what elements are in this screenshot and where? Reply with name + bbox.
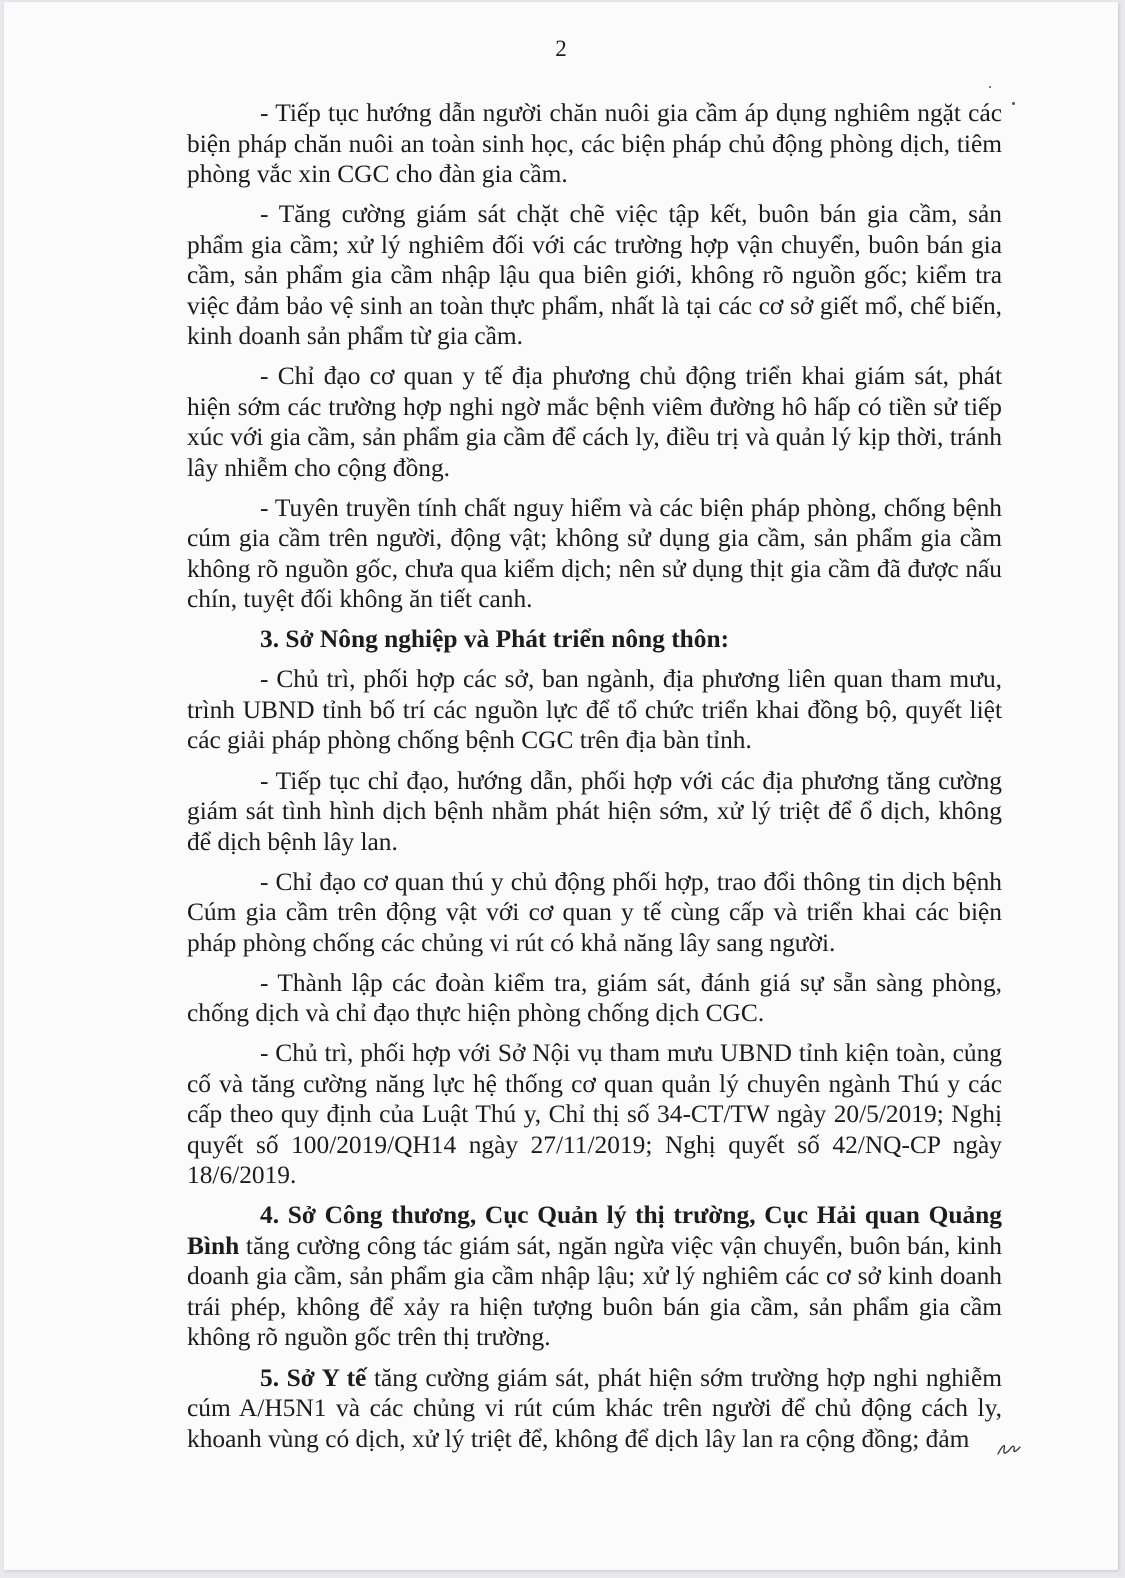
section-paragraph <box>187 1200 1002 1353</box>
paragraph: - Tiếp tục hướng dẫn người chăn nuôi gia cầm áp dụng nghiêm ngặt các biện pháp chăn nuôi an toàn sinh học, các biện pháp chủ động phòng dịch, tiêm phòng vắc xin CGC cho đàn gia cầm. <box>187 99 1002 188</box>
scan-speck <box>989 86 991 88</box>
paragraph: - Tăng cường giám sát chặt chẽ việc tập kết, buôn bán gia cầm, sản phẩm gia cầm; xử lý nghiêm đối với các trường hợp vận chuyển, buôn bán gia cầm, sản phẩm gia cầm nhập lậu qua biên giới, không rõ nguồn gốc; kiểm tra việc đảm bảo vệ sinh an toàn thực phẩm, nhất là tại các cơ sở giết mổ, chế biến, kinh doanh sản phẩm từ gia cầm. <box>187 200 1002 351</box>
scan-speck <box>1012 102 1015 105</box>
section-lead: 4. Sở Công thương, Cục Quản lý thị trường, Cục Hải quan Quảng Bình <box>187 1201 1002 1260</box>
paragraph: - Chủ trì, phối hợp các sở, ban ngành, địa phương liên quan tham mưu, trình UBND tỉnh bố trí các nguồn lực để tổ chức triển khai đồng bộ, quyết liệt các giải pháp phòng chống bệnh CGC trên địa bàn tỉnh. <box>187 665 1002 755</box>
section-heading: 3. Sở Nông nghiệp và Phát triển nông thôn: <box>260 625 730 654</box>
paragraph: - Tuyên truyền tính chất nguy hiểm và các biện pháp phòng, chống bệnh cúm gia cầm trên người, động vật; không sử dụng gia cầm, sản phẩm gia cầm không rõ nguồn gốc, chưa qua kiểm dịch; nên sử dụng thịt gia cầm đã được nấu chín, tuyệt đối không ăn tiết canh. <box>187 493 1002 614</box>
section-text: tăng cường giám sát, phát hiện sớm trường hợp nghi nghiễm cúm A/H5N1 và các chủng vi rút cúm khác trên người để chủ động cách ly, khoanh vùng có dịch, xử lý triệt để, không để dịch lây lan ra cộng đồng; đảm <box>187 1363 1002 1453</box>
document-page <box>4 2 1118 1570</box>
section-paragraph <box>187 1363 1002 1455</box>
paragraph: - Chỉ đạo cơ quan thú y chủ động phối hợp, trao đổi thông tin dịch bệnh Cúm gia cầm trên động vật với cơ quan y tế cùng cấp và triển khai các biện pháp phòng chống các chủng vi rút có khả năng lây sang người. <box>187 867 1002 957</box>
initials-mark-icon <box>996 1432 1022 1460</box>
paragraph: - Chủ trì, phối hợp với Sở Nội vụ tham mưu UBND tỉnh kiện toàn, củng cố và tăng cường năng lực hệ thống cơ quan quản lý chuyên ngành Thú y các cấp theo quy định của Luật Thú y, Chỉ thị số 34-CT/TW ngày 20/5/2019; Nghị quyết số 100/2019/QH14 ngày 27/11/2019; Nghị quyết số 42/NQ-CP ngày 18/6/2019. <box>187 1039 1002 1190</box>
paragraph: - Thành lập các đoàn kiểm tra, giám sát, đánh giá sự sẵn sàng phòng, chống dịch và chỉ đạo thực hiện phòng chống dịch CGC. <box>187 968 1002 1028</box>
paragraph: - Chỉ đạo cơ quan y tế địa phương chủ động triển khai giám sát, phát hiện sớm các trường hợp nghi ngờ mắc bệnh viêm đường hô hấp có tiền sử tiếp xúc với gia cầm, sản phẩm gia cầm để cách ly, điều trị và quản lý kịp thời, tránh lây nhiễm cho cộng đồng. <box>187 362 1002 482</box>
paragraph: - Tiếp tục chỉ đạo, hướng dẫn, phối hợp với các địa phương tăng cường giám sát tình hình dịch bệnh nhằm phát hiện sớm, xử lý triệt để ổ dịch, không để dịch bệnh lây lan. <box>187 766 1002 856</box>
section-lead: 5. Sở Y tế <box>260 1363 367 1392</box>
section-text: tăng cường công tác giám sát, ngăn ngừa việc vận chuyển, buôn bán, kinh doanh gia cầm, sản phẩm gia cầm nhập lậu; xử lý nghiêm các cơ sở kinh doanh trái phép, không để xảy ra hiện tượng buôn bán gia cầm, sản phẩm gia cầm không rõ nguồn gốc trên thị trường. <box>187 1231 1002 1352</box>
page-number: 2 <box>555 36 567 61</box>
document-body <box>187 98 1002 1464</box>
